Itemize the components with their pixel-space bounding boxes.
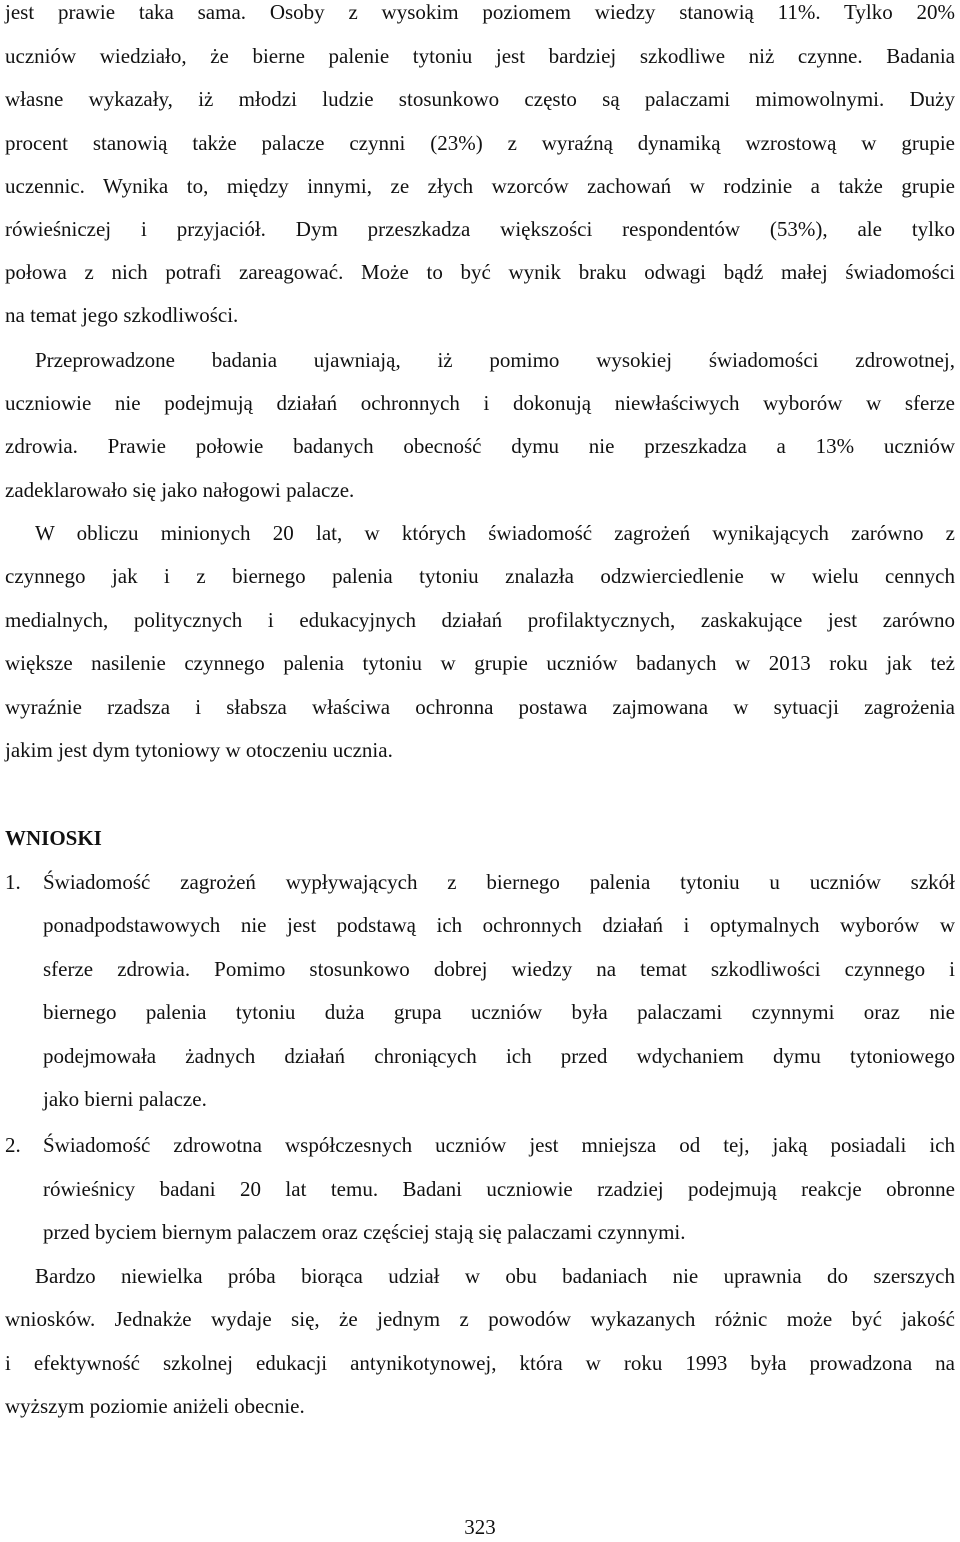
- text-line: Bardzo niewielka próba biorąca udział w obu badaniach nie uprawnia do szerszych: [35, 1264, 955, 1288]
- text-line: zadeklarowało się jako nałogowi palacze.: [5, 478, 355, 502]
- text-line: wyraźnie rzadsza i słabsza właściwa ochronna postawa zajmowana w sytuacji zagrożenia: [5, 695, 955, 719]
- text-line: jako bierni palacze.: [43, 1087, 207, 1111]
- text-line: ponadpodstawowych nie jest podstawą ich ochronnych działań i optymalnych wyborów w: [43, 913, 955, 937]
- text-line: czynnego jak i z biernego palenia tytoniu znalazła odzwierciedlenie w wielu cennych: [5, 564, 955, 588]
- section-heading: WNIOSKI: [5, 826, 102, 850]
- text-line: Przeprowadzone badania ujawniają, iż pomimo wysokiej świadomości zdrowotnej,: [35, 348, 955, 372]
- text-line: większe nasilenie czynnego palenia tytoniu w grupie uczniów badanych w 2013 roku jak też: [5, 651, 955, 675]
- list-number: 2.: [5, 1133, 21, 1157]
- text-line: Świadomość zagrożeń wypływających z biernego palenia tytoniu u uczniów szkół: [43, 870, 955, 894]
- text-line: własne wykazały, iż młodzi ludzie stosunkowo często są palaczami mimowolnymi. Duży: [5, 87, 955, 111]
- text-line: połowa z nich potrafi zareagować. Może to być wynik braku odwagi bądź małej świadomości: [5, 260, 955, 284]
- list-number: 1.: [5, 870, 21, 894]
- text-line: wyższym poziomie aniżeli obecnie.: [5, 1394, 305, 1418]
- text-line: biernego palenia tytoniu duża grupa uczniów była palaczami czynnymi oraz nie: [43, 1000, 955, 1024]
- text-line: na temat jego szkodliwości.: [5, 303, 239, 327]
- text-line: Świadomość zdrowotna współczesnych uczniów jest mniejsza od tej, jaką posiadali ich: [43, 1133, 955, 1157]
- text-line: rówieśnicy badani 20 lat temu. Badani uczniowie rzadziej podejmują reakcje obronne: [43, 1177, 955, 1201]
- text-line: uczennic. Wynika to, między innymi, ze złych wzorców zachowań w rodzinie a także grupie: [5, 174, 955, 198]
- text-line: W obliczu minionych 20 lat, w których świadomość zagrożeń wynikających zarówno z: [35, 521, 955, 545]
- text-line: medialnych, politycznych i edukacyjnych działań profilaktycznych, zaskakujące jest zarówno: [5, 608, 955, 632]
- text-line: zdrowia. Prawie połowie badanych obecność dymu nie przeszkadza a 13% uczniów: [5, 434, 955, 458]
- text-line: procent stanowią także palacze czynni (23%) z wyraźną dynamiką wzrostową w grupie: [5, 131, 955, 155]
- text-line: i efektywność szkolnej edukacji antynikotynowej, która w roku 1993 była prowadzona na: [5, 1351, 955, 1375]
- text-line: jest prawie taka sama. Osoby z wysokim poziomem wiedzy stanowią 11%. Tylko 20%: [5, 0, 955, 24]
- text-line: uczniów wiedziało, że bierne palenie tytoniu jest bardziej szkodliwe niż czynne. Badania: [5, 44, 955, 68]
- text-line: rówieśniczej i przyjaciół. Dym przeszkadza większości respondentów (53%), ale tylko: [5, 217, 955, 241]
- text-line: przed byciem biernym palaczem oraz częściej stają się palaczami czynnymi.: [43, 1220, 686, 1244]
- text-line: wniosków. Jednakże wydaje się, że jednym z powodów wykazanych różnic może być jakość: [5, 1307, 955, 1331]
- text-line: jakim jest dym tytoniowy w otoczeniu ucznia.: [5, 738, 393, 762]
- text-line: sferze zdrowia. Pomimo stosunkowo dobrej wiedzy na temat szkodliwości czynnego i: [43, 957, 955, 981]
- page-number: 323: [464, 1515, 496, 1539]
- text-line: podejmowała żadnych działań chroniących ich przed wdychaniem dymu tytoniowego: [43, 1044, 955, 1068]
- text-line: uczniowie nie podejmują działań ochronnych i dokonują niewłaściwych wyborów w sferze: [5, 391, 955, 415]
